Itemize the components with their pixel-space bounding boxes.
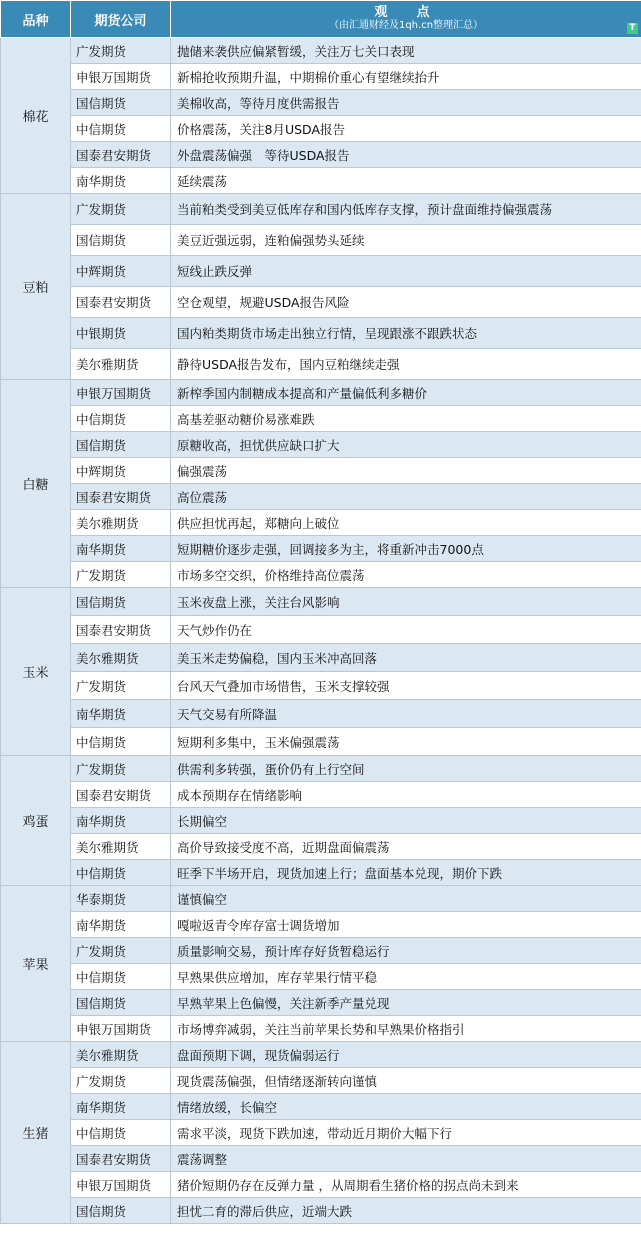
view-cell: 高位震荡 [171, 484, 641, 510]
view-cell: 需求平淡，现货下跌加速，带动近月期价大幅下行 [171, 1120, 641, 1146]
category-cell: 苹果 [1, 886, 71, 1042]
company-cell: 申银万国期货 [71, 64, 171, 90]
table-row [1, 142, 641, 168]
view-cell: 供需利多转强，蛋价仍有上行空间 [171, 756, 641, 782]
table-row [1, 64, 641, 90]
company-cell: 广发期货 [71, 38, 171, 64]
table-row [1, 287, 641, 318]
view-cell: 早熟苹果上色偏慢，关注新季产量兑现 [171, 990, 641, 1016]
company-cell: 美尔雅期货 [71, 510, 171, 536]
company-cell: 广发期货 [71, 562, 171, 588]
view-cell: 延续震荡 [171, 168, 641, 194]
view-cell: 旺季下半场开启，现货加速上行；盘面基本兑现，期价下跌 [171, 860, 641, 886]
view-cell: 天气炒作仍在 [171, 616, 641, 644]
category-cell: 豆粕 [1, 194, 71, 380]
header-row [1, 1, 641, 38]
table-row [1, 782, 641, 808]
company-cell: 南华期货 [71, 536, 171, 562]
company-cell: 广发期货 [71, 938, 171, 964]
company-cell: 南华期货 [71, 808, 171, 834]
company-cell: 美尔雅期货 [71, 1042, 171, 1068]
company-cell: 中信期货 [71, 728, 171, 756]
table-row [1, 484, 641, 510]
view-cell: 台风天气叠加市场惜售，玉米支撑较强 [171, 672, 641, 700]
table-row [1, 672, 641, 700]
company-cell: 中信期货 [71, 116, 171, 142]
table-row [1, 886, 641, 912]
company-cell: 国泰君安期货 [71, 616, 171, 644]
company-cell: 申银万国期货 [71, 1016, 171, 1042]
company-cell: 国泰君安期货 [71, 484, 171, 510]
view-cell: 短期利多集中，玉米偏强震荡 [171, 728, 641, 756]
view-cell: 新榨季国内制糖成本提高和产量偏低利多糖价 [171, 380, 641, 406]
view-cell: 美豆近强远弱，连粕偏强势头延续 [171, 225, 641, 256]
table-row [1, 700, 641, 728]
view-cell: 静待USDA报告发布，国内豆粕继续走强 [171, 349, 641, 380]
view-cell: 偏强震荡 [171, 458, 641, 484]
company-cell: 国泰君安期货 [71, 287, 171, 318]
table-row [1, 168, 641, 194]
category-cell: 生猪 [1, 1042, 71, 1224]
company-cell: 国信期货 [71, 990, 171, 1016]
table-row [1, 938, 641, 964]
view-cell: 价格震荡，关注8月USDA报告 [171, 116, 641, 142]
table-row [1, 728, 641, 756]
table-row [1, 380, 641, 406]
company-cell: 南华期货 [71, 1094, 171, 1120]
table-row [1, 588, 641, 616]
company-cell: 中信期货 [71, 1120, 171, 1146]
category-cell: 棉花 [1, 38, 71, 194]
table-row [1, 756, 641, 782]
company-cell: 南华期货 [71, 912, 171, 938]
view-cell: 市场多空交织，价格维持高位震荡 [171, 562, 641, 588]
table-row [1, 1146, 641, 1172]
company-cell: 中辉期货 [71, 256, 171, 287]
view-cell: 美棉收高，等待月度供需报告 [171, 90, 641, 116]
view-cell: 成本预期存在情绪影响 [171, 782, 641, 808]
view-cell: 短线止跌反弹 [171, 256, 641, 287]
table-row [1, 990, 641, 1016]
table-row [1, 1172, 641, 1198]
company-cell: 中信期货 [71, 860, 171, 886]
company-cell: 国信期货 [71, 588, 171, 616]
company-cell: 华泰期货 [71, 886, 171, 912]
view-cell: 天气交易有所降温 [171, 700, 641, 728]
company-cell: 广发期货 [71, 756, 171, 782]
table-row [1, 1198, 641, 1224]
table-row [1, 834, 641, 860]
view-cell: 早熟果供应增加，库存苹果行情平稳 [171, 964, 641, 990]
table-row [1, 90, 641, 116]
company-cell: 国信期货 [71, 225, 171, 256]
table-row [1, 616, 641, 644]
table-row [1, 644, 641, 672]
table-row [1, 536, 641, 562]
view-cell: 现货震荡偏强，但情绪逐渐转向谨慎 [171, 1068, 641, 1094]
table-row [1, 225, 641, 256]
view-cell: 外盘震荡偏强 等待USDA报告 [171, 142, 641, 168]
view-cell: 短期糖价逐步走强，回调接多为主，将重新冲击7000点 [171, 536, 641, 562]
table-row [1, 116, 641, 142]
view-cell: 美玉米走势偏稳，国内玉米冲高回落 [171, 644, 641, 672]
table-row [1, 510, 641, 536]
table-row [1, 912, 641, 938]
table-row [1, 38, 641, 64]
header-view-source: （由汇通财经及1qh.cn整理汇总） [328, 20, 484, 31]
view-cell: 国内粕类期货市场走出独立行情，呈现跟涨不跟跌状态 [171, 318, 641, 349]
view-cell: 供应担忧再起，郑糖向上破位 [171, 510, 641, 536]
company-cell: 南华期货 [71, 700, 171, 728]
table-row [1, 964, 641, 990]
company-cell: 申银万国期货 [71, 380, 171, 406]
category-cell: 鸡蛋 [1, 756, 71, 886]
company-cell: 南华期货 [71, 168, 171, 194]
view-cell: 盘面预期下调，现货偏弱运行 [171, 1042, 641, 1068]
table-row [1, 1120, 641, 1146]
table-row [1, 808, 641, 834]
table-row [1, 1016, 641, 1042]
header-company: 期货公司 [71, 1, 171, 38]
company-cell: 广发期货 [71, 672, 171, 700]
view-cell: 抛储来袭供应偏紧暂缓，关注万七关口表现 [171, 38, 641, 64]
view-cell: 原糖收高，担忧供应缺口扩大 [171, 432, 641, 458]
header-view-title: 观 点 [374, 5, 438, 20]
view-cell: 高价导致接受度不高，近期盘面偏震荡 [171, 834, 641, 860]
view-cell: 担忧二育的滞后供应，近端大跌 [171, 1198, 641, 1224]
t-icon[interactable]: T [627, 23, 638, 34]
company-cell: 中信期货 [71, 964, 171, 990]
table-row [1, 860, 641, 886]
company-cell: 国泰君安期货 [71, 1146, 171, 1172]
view-cell: 空仓观望，规避USDA报告风险 [171, 287, 641, 318]
view-cell: 高基差驱动糖价易涨难跌 [171, 406, 641, 432]
company-cell: 国泰君安期货 [71, 142, 171, 168]
table-row [1, 318, 641, 349]
company-cell: 美尔雅期货 [71, 834, 171, 860]
company-cell: 国信期货 [71, 1198, 171, 1224]
table-row [1, 1042, 641, 1068]
view-cell: 长期偏空 [171, 808, 641, 834]
table-row [1, 432, 641, 458]
table-row [1, 1094, 641, 1120]
table-row [1, 194, 641, 225]
company-cell: 中信期货 [71, 406, 171, 432]
company-cell: 国信期货 [71, 432, 171, 458]
view-cell: 情绪放缓，长偏空 [171, 1094, 641, 1120]
view-cell: 震荡调整 [171, 1146, 641, 1172]
header-category: 品种 [1, 1, 71, 38]
header-view [171, 1, 641, 38]
company-cell: 美尔雅期货 [71, 349, 171, 380]
table-row [1, 406, 641, 432]
category-cell: 玉米 [1, 588, 71, 756]
company-cell: 中辉期货 [71, 458, 171, 484]
view-cell: 谨慎偏空 [171, 886, 641, 912]
table-row [1, 562, 641, 588]
company-cell: 申银万国期货 [71, 1172, 171, 1198]
company-cell: 国信期货 [71, 90, 171, 116]
table-row [1, 1068, 641, 1094]
company-cell: 美尔雅期货 [71, 644, 171, 672]
view-cell: 当前粕类受到美豆低库存和国内低库存支撑，预计盘面维持偏强震荡 [171, 194, 641, 225]
view-cell: 质量影响交易，预计库存好货暂稳运行 [171, 938, 641, 964]
view-cell: 嘎啦返青令库存富士调货增加 [171, 912, 641, 938]
view-cell: 新棉抢收预期升温，中期棉价重心有望继续抬升 [171, 64, 641, 90]
category-cell: 白糖 [1, 380, 71, 588]
view-cell: 玉米夜盘上涨，关注台风影响 [171, 588, 641, 616]
view-cell: 市场博弈减弱，关注当前苹果长势和早熟果价格指引 [171, 1016, 641, 1042]
view-cell: 猪价短期仍存在反弹力量 ，从周期看生猪价格的拐点尚未到来 [171, 1172, 641, 1198]
company-cell: 中银期货 [71, 318, 171, 349]
company-cell: 广发期货 [71, 1068, 171, 1094]
table-row [1, 458, 641, 484]
table-row [1, 349, 641, 380]
table-row [1, 256, 641, 287]
table-body [1, 38, 641, 1224]
company-cell: 国泰君安期货 [71, 782, 171, 808]
company-cell: 广发期货 [71, 194, 171, 225]
